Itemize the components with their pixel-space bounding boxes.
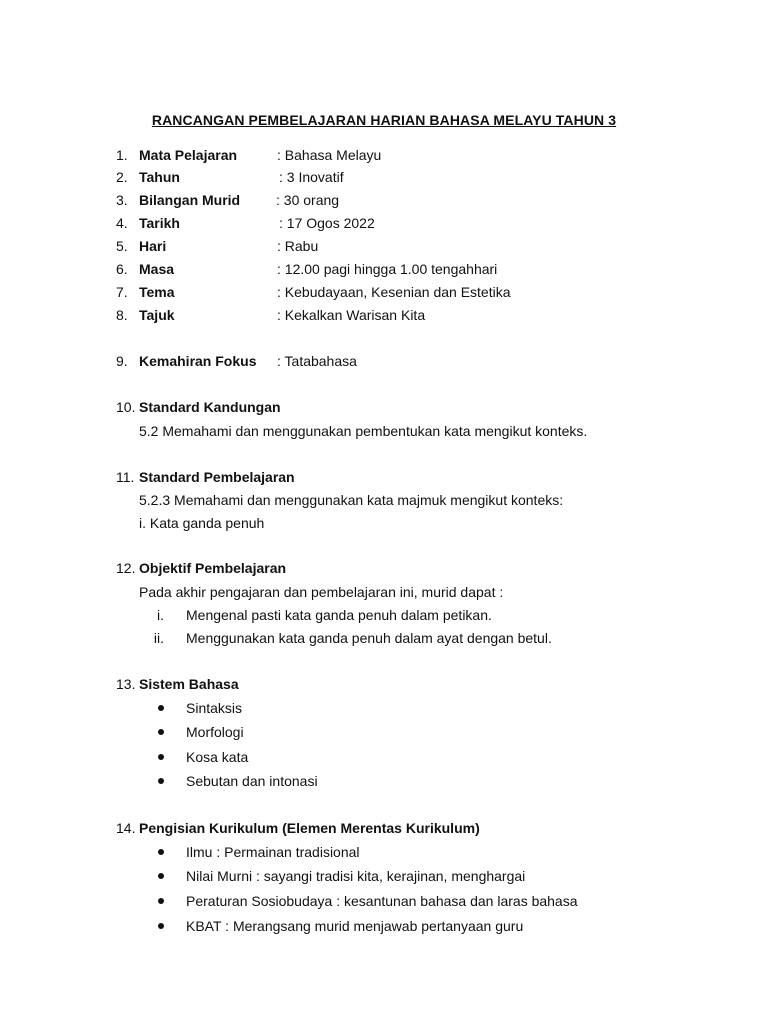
section-heading: Objektif Pembelajaran <box>139 560 287 576</box>
bullet-icon <box>158 923 164 929</box>
section-standard-pembelajaran <box>0 467 768 487</box>
list-item <box>0 722 768 742</box>
list-item-text: Sebutan dan intonasi <box>186 773 318 789</box>
info-row-tajuk <box>0 305 768 325</box>
list-item-text: Menggunakan kata ganda penuh dalam ayat dengan betul. <box>186 630 552 646</box>
list-marker: i. <box>157 607 164 623</box>
list-item-text: Peraturan Sosiobudaya : kesantunan bahasa dan laras bahasa <box>186 893 578 909</box>
list-item <box>0 628 768 648</box>
list-item <box>0 891 768 911</box>
info-row-tarikh <box>0 213 768 233</box>
item-number: 3. <box>116 192 128 208</box>
info-row-tahun <box>0 167 768 187</box>
list-item-text: Mengenal pasti kata ganda penuh dalam petikan. <box>186 607 492 623</box>
item-value: : 30 orang <box>276 192 340 208</box>
bullet-icon <box>158 754 164 760</box>
list-item-text: Morfologi <box>186 724 244 740</box>
bullet-icon <box>158 898 164 904</box>
item-value: : Bahasa Melayu <box>277 147 382 163</box>
item-value: : 17 Ogos 2022 <box>279 215 375 231</box>
section-objektif-pembelajaran <box>0 558 768 578</box>
section-heading: Pengisian Kurikulum (Elemen Merentas Kurikulum) <box>139 820 480 836</box>
list-item <box>0 916 768 936</box>
item-label: Masa <box>139 261 175 277</box>
item-number: 9. <box>116 353 128 369</box>
bullet-icon <box>158 729 164 735</box>
bullet-icon <box>158 849 164 855</box>
list-item <box>0 842 768 862</box>
bullet-icon <box>158 873 164 879</box>
item-number: 13. <box>116 676 136 692</box>
item-number: 7. <box>116 284 128 300</box>
item-value: : Kebudayaan, Kesenian dan Estetika <box>277 284 511 300</box>
item-number: 2. <box>116 169 128 185</box>
list-item <box>0 771 768 791</box>
item-label: Bilangan Murid <box>139 192 241 208</box>
list-item-text: Kosa kata <box>186 749 249 765</box>
item-label: Mata Pelajaran <box>139 147 238 163</box>
item-number: 11. <box>116 469 135 485</box>
list-marker: ii. <box>153 630 164 646</box>
list-item <box>0 605 768 625</box>
list-item-text: Ilmu : Permainan tradisional <box>186 844 360 860</box>
item-label: Tarikh <box>139 215 180 231</box>
bullet-icon <box>158 778 164 784</box>
item-number: 1. <box>116 147 128 163</box>
bullet-icon <box>158 705 164 711</box>
body-text: 5.2 Memahami dan menggunakan pembentukan kata mengikut konteks. <box>139 423 588 439</box>
body-text: i. Kata ganda penuh <box>139 515 265 531</box>
item-number: 5. <box>116 238 128 254</box>
item-value: : Tatabahasa <box>277 353 357 369</box>
item-label: Tajuk <box>139 307 175 323</box>
section-heading: Standard Kandungan <box>139 399 281 415</box>
list-item <box>0 866 768 886</box>
list-item <box>0 698 768 718</box>
info-row-tema <box>0 282 768 302</box>
standard-pembelajaran-sub <box>0 513 768 533</box>
item-label: Kemahiran Fokus <box>139 353 257 369</box>
info-row-mata-pelajaran <box>0 145 768 165</box>
item-value: : Rabu <box>277 238 319 254</box>
list-item-text: Sintaksis <box>186 700 243 716</box>
section-standard-kandungan <box>0 397 768 417</box>
objektif-intro <box>0 582 768 602</box>
section-heading: Standard Pembelajaran <box>139 469 295 485</box>
standard-kandungan-text <box>0 421 768 441</box>
section-heading: Sistem Bahasa <box>139 676 239 692</box>
item-number: 12. <box>116 560 136 576</box>
item-number: 4. <box>116 215 128 231</box>
item-number: 8. <box>116 307 128 323</box>
standard-pembelajaran-text <box>0 490 768 510</box>
info-row-hari <box>0 236 768 256</box>
list-item-text: Nilai Murni : sayangi tradisi kita, kerajinan, menghargai <box>186 868 526 884</box>
item-label: Tema <box>139 284 175 300</box>
list-item <box>0 747 768 767</box>
body-text: Pada akhir pengajaran dan pembelajaran ini, murid dapat : <box>139 584 504 600</box>
info-row-kemahiran-fokus <box>0 351 768 371</box>
item-number: 6. <box>116 261 128 277</box>
item-label: Hari <box>139 238 167 254</box>
document-title: RANCANGAN PEMBELAJARAN HARIAN BAHASA MELAYU TAHUN 3 <box>151 112 617 128</box>
item-number: 14. <box>116 820 136 836</box>
section-sistem-bahasa <box>0 674 768 694</box>
info-row-masa <box>0 259 768 279</box>
item-value: : 3 Inovatif <box>279 169 344 185</box>
body-text: 5.2.3 Memahami dan menggunakan kata majmuk mengikut konteks: <box>139 492 564 508</box>
list-item-text: KBAT : Merangsang murid menjawab pertanyaan guru <box>186 918 524 934</box>
item-number: 10. <box>116 399 136 415</box>
section-pengisian-kurikulum <box>0 818 768 838</box>
item-value: : Kekalkan Warisan Kita <box>277 307 426 323</box>
item-value: : 12.00 pagi hingga 1.00 tengahhari <box>277 261 498 277</box>
item-label: Tahun <box>139 169 180 185</box>
info-row-bilangan-murid <box>0 190 768 210</box>
